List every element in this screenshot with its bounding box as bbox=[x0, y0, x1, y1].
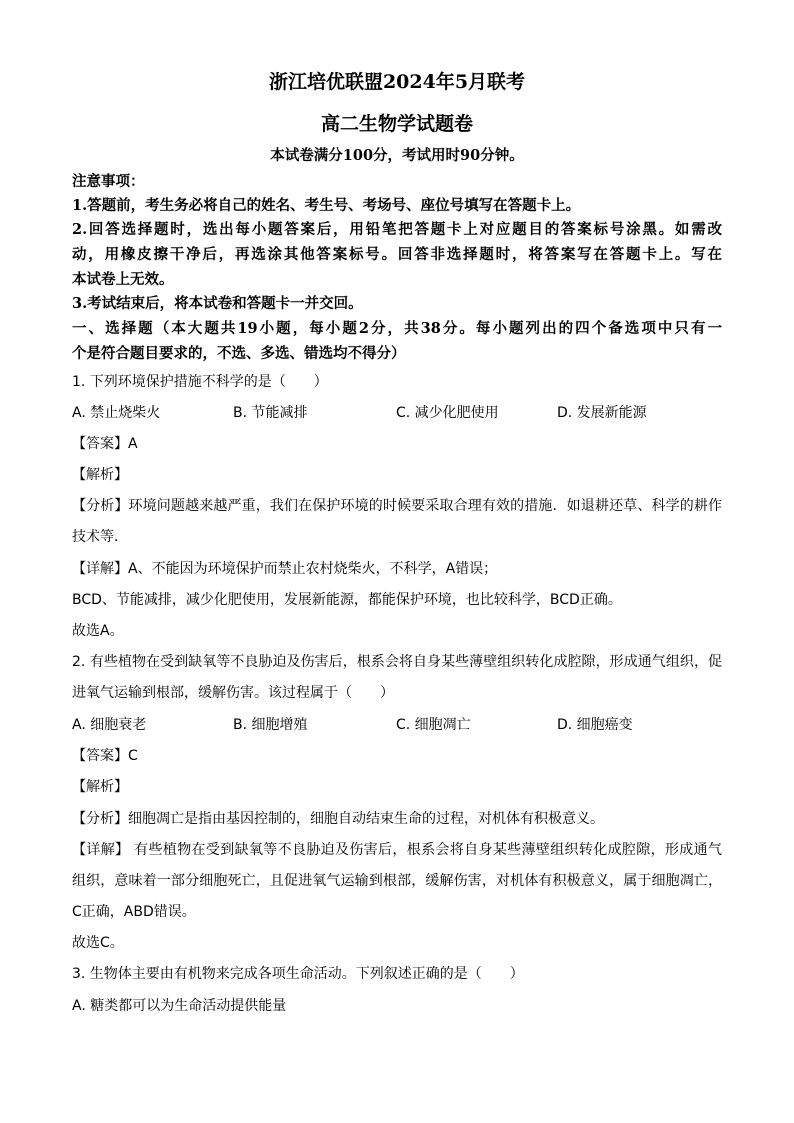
q2-fenxi: 【分析】细胞凋亡是指由基因控制的，细胞自动结束生命的过程，对机体有积极意义。 bbox=[72, 811, 604, 827]
q2-xiangjie-line-3: C正确，ABD错误。 bbox=[72, 904, 196, 920]
notes-item-2-line-3: 本试卷上无效。 bbox=[72, 271, 174, 288]
q3-stem: 3. 生物体主要由有机物来完成各项生命活动。下列叙述正确的是（ ） bbox=[72, 966, 524, 982]
q1-conclusion: 故选A。 bbox=[72, 623, 124, 639]
section-heading-line-1: 一、选择题（本大题共19小题，每小题2分，共38分。每小题列出的四个备选项中只有一 bbox=[72, 320, 722, 337]
notes-item-2-line-2: 动，用橡皮擦干净后，再选涂其他答案标号。回答非选择题时，将答案写在答题卡上。写在 bbox=[72, 246, 722, 263]
q1-fenxi-line-1: 【分析】环境问题越来越严重，我们在保护环境的时候要采取合理有效的措施．如退耕还草、科学的耕作 bbox=[72, 498, 722, 514]
q2-stem-line-1: 2. 有些植物在受到缺氧等不良胁迫及伤害后，根系会将自身某些薄壁组织转化成腔隙，形成通气组织，促 bbox=[72, 654, 722, 670]
q1-option-b: B. 节能减排 bbox=[233, 405, 308, 421]
notes-item-1: 1.答题前，考生务必将自己的姓名、考生号、考场号、座位号填写在答题卡上。 bbox=[72, 197, 581, 214]
q1-xiangjie-line-2: BCD、节能减排，减少化肥使用，发展新能源，都能保护环境，也比较科学，BCD正确。 bbox=[72, 592, 622, 608]
q3-option-a: A. 糖类都可以为生命活动提供能量 bbox=[72, 998, 287, 1014]
q2-answer: 【答案】C bbox=[72, 748, 138, 764]
q2-option-c: C. 细胞凋亡 bbox=[396, 717, 471, 733]
q1-option-c: C. 减少化肥使用 bbox=[396, 405, 499, 421]
q2-xiangjie-line-2: 组织，意味着一部分细胞死亡，且促进氧气运输到根部，缓解伤害，对机体有积极意义，属于细胞凋亡， bbox=[72, 873, 722, 889]
q1-analysis-label: 【解析】 bbox=[72, 467, 128, 483]
exam-subject: 高二生物学试题卷 bbox=[320, 113, 473, 135]
q2-option-a: A. 细胞衰老 bbox=[72, 717, 147, 733]
q1-option-d: D. 发展新能源 bbox=[557, 405, 647, 421]
q1-answer: 【答案】A bbox=[72, 436, 138, 452]
q1-fenxi-line-2: 技术等． bbox=[72, 529, 128, 545]
q1-option-a: A. 禁止烧柴火 bbox=[72, 405, 161, 421]
notes-heading: 注意事项： bbox=[72, 173, 145, 190]
section-heading-line-2: 个是符合题目要求的，不选、多选、错选均不得分） bbox=[72, 345, 406, 362]
q2-xiangjie-line-1: 【详解】 有些植物在受到缺氧等不良胁迫及伤害后，根系会将自身某些薄壁组织转化成腔隙，形成通气 bbox=[72, 842, 722, 858]
q2-analysis-label: 【解析】 bbox=[72, 779, 128, 795]
q2-stem-line-2: 进氧气运输到根部，缓解伤害。该过程属于（ ） bbox=[72, 685, 394, 701]
q1-xiangjie-line-1: 【详解】A、不能因为环境保护而禁止农村烧柴火，不科学，A错误； bbox=[72, 561, 498, 577]
exam-info: 本试卷满分100分，考试用时90分钟。 bbox=[270, 147, 524, 164]
q2-option-d: D. 细胞癌变 bbox=[557, 717, 633, 733]
exam-title: 浙江培优联盟2024年5月联考 bbox=[268, 71, 526, 93]
notes-item-3: 3.考试结束后，将本试卷和答题卡一并交回。 bbox=[72, 295, 363, 312]
q1-stem: 1. 下列环境保护措施不科学的是（ ） bbox=[72, 374, 328, 390]
q2-option-b: B. 细胞增殖 bbox=[233, 717, 308, 733]
notes-item-2-line-1: 2.回答选择题时，选出每小题答案后，用铅笔把答题卡上对应题目的答案标号涂黑。如需改 bbox=[72, 221, 722, 238]
q2-conclusion: 故选C。 bbox=[72, 935, 124, 951]
